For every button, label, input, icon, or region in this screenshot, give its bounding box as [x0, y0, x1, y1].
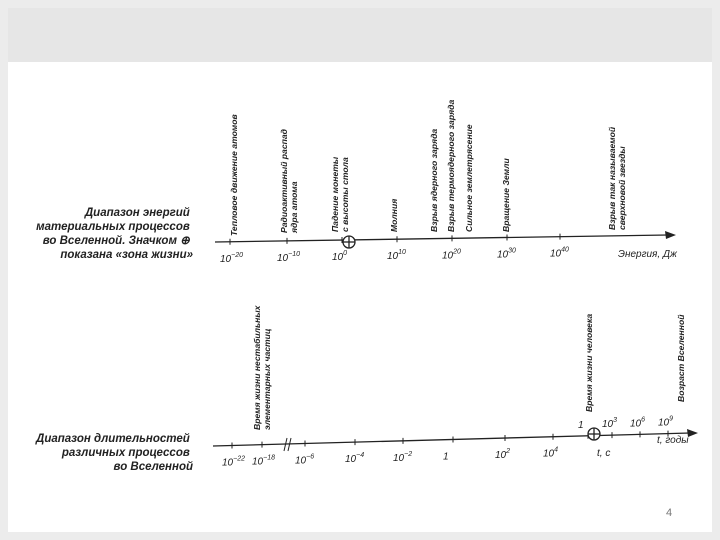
energy-process-label: Взрыв термоядерного заряда — [446, 99, 456, 232]
duration-process-label: Возраст Вселенной — [676, 314, 686, 402]
duration-years-tick-label: $10^3$ — [602, 417, 618, 431]
energy-tick-label: $10^{40}$ — [550, 246, 569, 260]
energy-tick-label: $10^{-20}$ — [220, 251, 243, 265]
duration-seconds-tick-label: $10^{-18}$ — [252, 454, 275, 468]
duration-seconds-tick-label: $10^{-6}$ — [295, 453, 315, 467]
duration-years-tick-label: 1 — [578, 419, 584, 431]
energy-process-label: Взрыв так называемойсверхновой звезды — [607, 126, 627, 230]
duration-seconds-tick-label: $10^4$ — [543, 446, 559, 460]
duration-years-tick-label: $10^9$ — [658, 415, 674, 429]
energy-tick-label: $10^{10}$ — [387, 249, 406, 263]
duration-process-label: Время жизни нестабильныхэлементарных частиц — [252, 305, 272, 430]
energy-tick-label: $10^{20}$ — [442, 248, 461, 262]
duration-seconds-tick-label: $10^2$ — [495, 448, 511, 462]
duration-axis-name-seconds: t, c — [597, 448, 611, 459]
duration-process-label: Время жизни человека — [584, 313, 594, 412]
energy-process-label: Сильное землетрясение — [464, 124, 474, 232]
life-zone-energy-marker — [343, 236, 355, 248]
duration-caption: Диапазон длительностей различных процессов во Вселенной — [36, 433, 193, 473]
energy-process-label: Падение монетыс высоты стола — [330, 156, 350, 232]
page-number: 4 — [666, 507, 673, 519]
duration-seconds-tick-label: 1 — [443, 451, 449, 463]
energy-process-label: Тепловое движение атомов — [229, 114, 239, 236]
energy-tick-label: $10^0$ — [332, 250, 348, 264]
duration-seconds-tick-label: $10^{-2}$ — [393, 450, 413, 464]
life-zone-duration-marker — [588, 428, 600, 440]
energy-process-label: Взрыв ядерного заряда — [429, 128, 439, 232]
energy-axis-name: Энергия, Дж — [618, 249, 677, 260]
duration-seconds-tick-label: $10^{-22}$ — [222, 455, 245, 469]
energy-caption: Диапазон энергий материальных процессов во Вселенной. Значком ⊕ показана «зона жизни» — [36, 207, 193, 261]
energy-tick-label: $10^{30}$ — [497, 247, 516, 261]
duration-seconds-tick-label: $10^{-4}$ — [345, 452, 365, 466]
energy-process-label: Вращение Земли — [501, 158, 511, 232]
duration-years-tick-label: $10^6$ — [630, 416, 646, 430]
energy-tick-label: $10^{-10}$ — [277, 250, 300, 264]
duration-axis-name-years: t, годы — [657, 435, 689, 446]
energy-process-label: Радиоактивный распадядра атома — [279, 129, 299, 233]
energy-process-label: Молния — [389, 198, 399, 232]
